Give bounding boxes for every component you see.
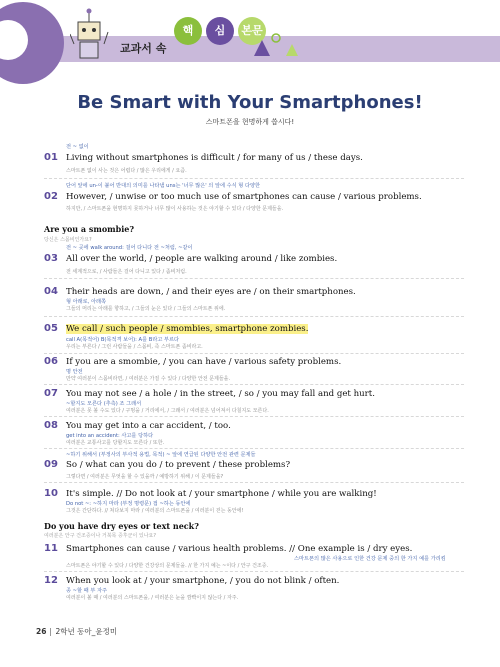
separator xyxy=(44,482,464,483)
item-number-05: 05 xyxy=(44,323,58,334)
translation-03: 전 세계적으로, / 사람들은 걸어 다니고 있다 / 좀비처럼. xyxy=(66,269,187,275)
note-04: 형 아래로, 아래쪽 xyxy=(66,299,107,305)
note-12: 종 ~할 때 부 자주 xyxy=(66,588,108,594)
translation-12: 여러분이 볼 때 / 여러분의 스마트폰을, / 여러분은 눈을 깜빡이지 않는다 / 자주. xyxy=(66,595,239,601)
sentence-01: Living without smartphones is difficult / for many of us / these days. xyxy=(66,153,363,163)
robot-illustration-icon xyxy=(70,4,110,64)
translation-11: 스마트폰은 야기할 수 있다 / 다양한 건강상의 문제들을. // 한 가지 예는 ~이다 / 안구 건조증. xyxy=(66,563,269,569)
highlighted-sentence: We call / such people / smombies, smartphone zombies. xyxy=(66,324,309,334)
separator xyxy=(44,384,464,385)
separator xyxy=(44,448,464,449)
page-number: 26 xyxy=(36,627,47,636)
item-number-07: 07 xyxy=(44,388,58,399)
sentence-07: You may not see / a hole / in the street, / so / you may fall and get hurt. xyxy=(66,389,375,399)
decoration-icon xyxy=(252,28,312,58)
section-label: 교과서 속 xyxy=(120,42,167,55)
item-number-10: 10 xyxy=(44,488,58,499)
note-09: ~하기 위해서 (부정사의 부사적 용법, 목적) ~ 앞에 연급된 다양한 안전 관련 문제들 xyxy=(66,452,256,458)
sentence-10: It's simple. // Do not look at / your smartphone / while you are walking! xyxy=(66,489,377,499)
separator xyxy=(44,316,464,317)
sentence-08: You may get into a car accident, / too. xyxy=(66,421,231,431)
item-number-02: 02 xyxy=(44,191,58,202)
item-number-04: 04 xyxy=(44,286,58,297)
note-10: Do not ~: ~하지 마라 (부정 명령문) 접 ~하는 동안에 xyxy=(66,501,191,507)
page-subtitle: 스마트폰을 현명하게 씁시다! xyxy=(205,118,295,126)
note-05: call A(목적어) B(목적격 보어): A를 B라고 부르다 xyxy=(66,337,180,343)
banner-circle xyxy=(0,2,64,84)
translation-08: 여러분은 교통사고를 당할지도 모른다 / 또한. xyxy=(66,440,165,446)
separator xyxy=(44,278,464,279)
book-name: 2학년 동아_윤정미 xyxy=(55,627,118,636)
banner xyxy=(0,0,500,80)
sentence-12: When you look at / your smartphone, / you do not blink / often. xyxy=(66,576,340,586)
page-title: Be Smart with Your Smartphones! xyxy=(77,92,423,113)
section-heading-1: Are you a smombie? xyxy=(44,224,135,234)
translation-09: 그렇다면 / 여러분은 무엇을 할 수 있을까 / 예방하기 위해 / 이 문제들을? xyxy=(66,474,224,480)
badge-core: 핵 xyxy=(174,17,202,45)
sentence-03: All over the world, / people are walking around / like zombies. xyxy=(66,254,338,264)
note-06: 명 안전 xyxy=(66,369,83,375)
separator xyxy=(44,416,464,417)
note-03: 전 ~ 곳에 walk around: 걸어 다니다 전 ~처럼, ~같이 xyxy=(66,245,193,251)
translation-04: 그들의 머리는 아래를 향하고, / 그들의 눈은 있다 / 그들의 스마트폰 위에. xyxy=(66,306,226,312)
sentence-11: Smartphones can cause / various health problems. // One example is / dry eyes. xyxy=(66,544,413,554)
separator xyxy=(44,571,464,572)
translation-07: 여러분은 못 볼 수도 있다 / 구멍을 / 거리에서, / 그래서 / 여러분은 넘어져서 다칠지도 모른다. xyxy=(66,408,269,414)
note-01: 전 ~ 없이 xyxy=(66,144,89,150)
badge-sim: 심 xyxy=(206,17,234,45)
page-footer xyxy=(36,626,117,637)
item-number-06: 06 xyxy=(44,356,58,367)
sentence-04: Their heads are down, / and their eyes are / on their smartphones. xyxy=(66,287,356,297)
note-08: get into an accident: 사고를 당하다 xyxy=(66,433,154,439)
item-number-08: 08 xyxy=(44,420,58,431)
separator xyxy=(44,178,464,179)
separator xyxy=(44,353,464,354)
note-11: 스마트폰의 많은 사용으로 인한 건강 문제 중의 한 가지 예를 가리킴 xyxy=(294,556,446,562)
translation-10: 그것은 간단하다. // 쳐다보지 마라 / 여러분의 스마트폰을 / 여러분이 걷는 동안에! xyxy=(66,508,244,514)
item-number-01: 01 xyxy=(44,152,58,163)
translation-02: 하지만, / 스마트폰을 현명하지 못하거나 너무 많이 사용하는 것은 야기할 수 있다 / 다양한 문제들을. xyxy=(66,206,284,212)
sentence-05 xyxy=(66,324,308,334)
translation-01: 스마트폰 없이 사는 것은 어렵다 / 많은 우리에게 / 요즘. xyxy=(66,168,187,174)
translation-06: 만약 여러분이 스몸비라면, / 여러분은 가질 수 있다 / 다양한 안전 문제들을. xyxy=(66,376,231,382)
note-07: ~할지도 모른다 (추측) 조 그래서 xyxy=(66,401,142,407)
section-heading-2-sub: 여러분은 안구 건조증이나 거북목 증후군이 있나요? xyxy=(44,533,157,539)
translation-05: 우리는 부른다 / 그런 사람들을 / 스몸비, 즉 스마트폰 좀비라고. xyxy=(66,344,203,350)
sentence-02: However, / unwise or too much use of smartphones can cause / various problems. xyxy=(66,192,422,202)
section-heading-2: Do you have dry eyes or text neck? xyxy=(44,521,199,531)
sentence-06: If you are a smombie, / you can have / various safety problems. xyxy=(66,357,342,367)
badge-text: 본문 xyxy=(238,17,266,45)
item-number-11: 11 xyxy=(44,543,58,554)
item-number-12: 12 xyxy=(44,575,58,586)
section-heading-1-sub: 당신은 스몸비인가요? xyxy=(44,237,92,243)
sentence-09: So / what can you do / to prevent / these problems? xyxy=(66,460,291,470)
note-02: 단어 앞에 un-이 붙어 반대의 의미를 나타냄 uns는 '너무 많은' 의 앞에 수식 형 다양한 xyxy=(66,183,260,189)
item-number-09: 09 xyxy=(44,459,58,470)
item-number-03: 03 xyxy=(44,253,58,264)
